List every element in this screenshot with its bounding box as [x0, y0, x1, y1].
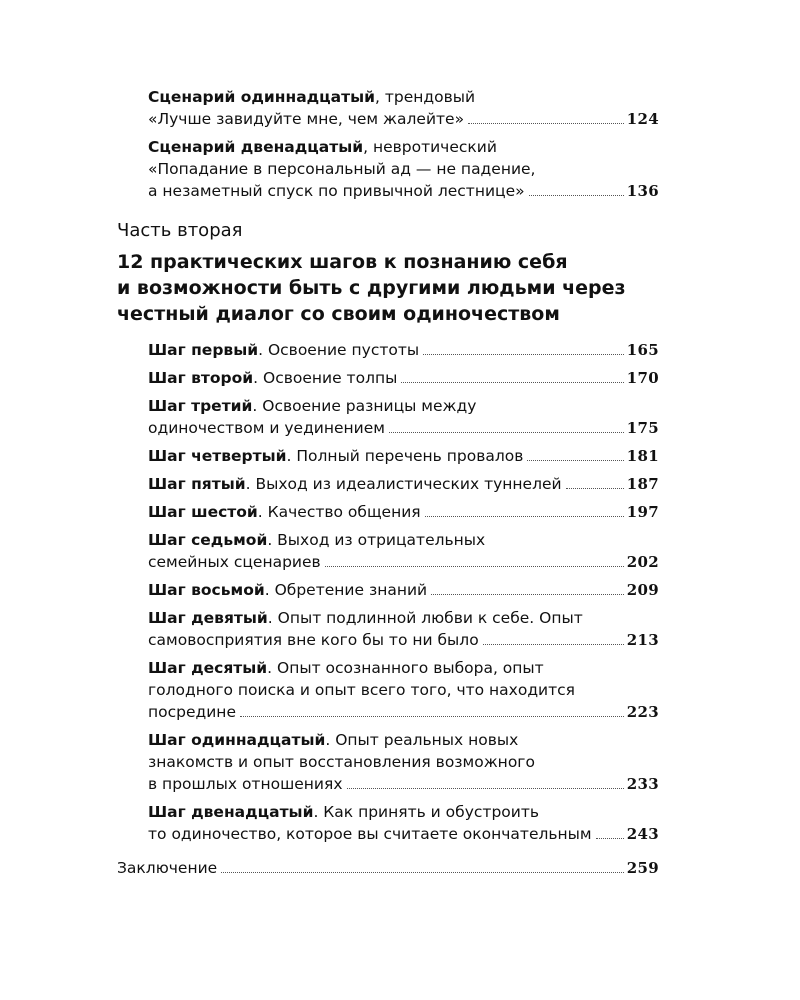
- toc-entry[interactable]: [148, 473, 659, 495]
- entry-title-bold: Шаг одиннадцатый: [148, 731, 326, 749]
- page-number: 187: [626, 475, 659, 493]
- entry-title-bold: Шаг седьмой: [148, 531, 268, 549]
- part-title-line: 12 практических шагов к познанию себя: [117, 251, 568, 273]
- entry-text: «Лучше завидуйте мне, чем жалейте»: [148, 110, 465, 128]
- leader-dots: [325, 566, 624, 567]
- toc-entry[interactable]: [148, 339, 659, 361]
- entry-line: [148, 579, 659, 601]
- leader-dots: [347, 788, 624, 789]
- entry-title-bold: Шаг четвертый: [148, 447, 287, 465]
- leader-dots: [483, 644, 624, 645]
- leader-dots: [468, 123, 624, 124]
- entry-line: [148, 729, 659, 751]
- entry-text: то одиночество, которое вы считаете окончательным: [148, 825, 592, 843]
- page-number: 136: [626, 182, 659, 200]
- entry-line: [148, 607, 659, 629]
- leader-dots: [240, 716, 624, 717]
- toc-entry[interactable]: [148, 729, 659, 795]
- entry-line: [148, 823, 659, 845]
- toc-entry-conclusion[interactable]: [117, 857, 659, 879]
- leader-dots: [431, 594, 624, 595]
- entry-text: . Выход из идеалистических туннелей: [245, 475, 562, 493]
- toc-entry[interactable]: [148, 529, 659, 573]
- entry-title-bold: Шаг десятый: [148, 659, 268, 677]
- toc-entry[interactable]: [148, 136, 659, 202]
- entry-text: , невротический: [363, 138, 497, 156]
- entry-title-bold: Шаг шестой: [148, 503, 258, 521]
- entry-text: . Выход из отрицательных: [267, 531, 486, 549]
- entry-text: семейных сценариев: [148, 553, 321, 571]
- entry-text: одиночеством и уединением: [148, 419, 385, 437]
- entry-line: [148, 86, 659, 108]
- entry-text: в прошлых отношениях: [148, 775, 343, 793]
- entry-line: [148, 629, 659, 651]
- entry-line: голодного поиска и опыт всего того, что находится: [148, 681, 576, 699]
- entry-title-bold: Шаг пятый: [148, 475, 246, 493]
- toc-entry[interactable]: [148, 445, 659, 467]
- entry-text: . Опыт реальных новых: [325, 731, 519, 749]
- entry-text: . Освоение толпы: [253, 369, 398, 387]
- entry-title-bold: Шаг восьмой: [148, 581, 265, 599]
- part-title-line: и возможности быть с другими людьми через: [117, 277, 626, 299]
- entry-line: знакомств и опыт восстановления возможного: [148, 753, 535, 771]
- entry-text: самовосприятия вне кого бы то ни было: [148, 631, 479, 649]
- entry-line: [148, 395, 659, 417]
- entry-line: [148, 701, 659, 723]
- toc-entry[interactable]: [148, 501, 659, 523]
- toc-entry[interactable]: [148, 86, 659, 130]
- toc-entry[interactable]: [148, 579, 659, 601]
- toc-entry[interactable]: [148, 367, 659, 389]
- entry-text: . Опыт подлинной любви к себе. Опыт: [267, 609, 583, 627]
- entry-line: [148, 529, 659, 551]
- page-number: 223: [626, 703, 659, 721]
- part-title: [117, 249, 659, 327]
- entry-line: [148, 501, 659, 523]
- entry-line: [148, 417, 659, 439]
- page-number: 165: [626, 341, 659, 359]
- leader-dots: [527, 460, 623, 461]
- leader-dots: [529, 195, 624, 196]
- entry-title-bold: Шаг третий: [148, 397, 253, 415]
- entry-line: [148, 551, 659, 573]
- page-number: 243: [626, 825, 659, 843]
- entry-line: [148, 136, 659, 158]
- entry-title-bold: Сценарий одиннадцатый: [148, 88, 375, 106]
- page-number: 175: [626, 419, 659, 437]
- page-number: 197: [626, 503, 659, 521]
- entry-text: посредине: [148, 703, 236, 721]
- entry-title-bold: Шаг девятый: [148, 609, 268, 627]
- entry-text: . Обретение знаний: [264, 581, 428, 599]
- entry-line: [148, 801, 659, 823]
- leader-dots: [423, 354, 624, 355]
- entry-line: [148, 445, 659, 467]
- entry-line: [148, 108, 659, 130]
- page-number: 181: [626, 447, 659, 465]
- page-number: 124: [626, 110, 659, 128]
- entry-title-bold: Шаг двенадцатый: [148, 803, 314, 821]
- leader-dots: [596, 838, 624, 839]
- entry-text: а незаметный спуск по привычной лестнице»: [148, 182, 525, 200]
- entry-line: [148, 367, 659, 389]
- entry-text: . Как принять и обустроить: [313, 803, 540, 821]
- entry-title-bold: Шаг первый: [148, 341, 259, 359]
- step-entries: [117, 339, 659, 845]
- page-number: 209: [626, 581, 659, 599]
- entry-line: [148, 657, 659, 679]
- part-heading: Часть вторая: [117, 220, 243, 241]
- entry-line: [148, 773, 659, 795]
- toc-entry[interactable]: [148, 801, 659, 845]
- scenario-entries: [117, 86, 659, 202]
- toc-entry[interactable]: [148, 395, 659, 439]
- page-number: 213: [626, 631, 659, 649]
- toc-entry[interactable]: [148, 657, 659, 723]
- entry-line: [148, 180, 659, 202]
- page-number: 233: [626, 775, 659, 793]
- entry-title-bold: Сценарий двенадцатый: [148, 138, 364, 156]
- entry-line: [148, 473, 659, 495]
- entry-text: . Освоение разницы между: [252, 397, 477, 415]
- entry-line: «Попадание в персональный ад — не падение,: [148, 160, 536, 178]
- entry-title-bold: Шаг второй: [148, 369, 254, 387]
- entry-text: . Качество общения: [257, 503, 421, 521]
- leader-dots: [389, 432, 624, 433]
- leader-dots: [566, 488, 624, 489]
- leader-dots: [401, 382, 623, 383]
- page-number: 259: [626, 859, 659, 877]
- toc-column: [117, 86, 659, 879]
- conclusion-label: Заключение: [117, 859, 218, 877]
- leader-dots: [221, 872, 624, 873]
- entry-text: , трендовый: [375, 88, 476, 106]
- entry-line: [148, 339, 659, 361]
- entry-text: . Опыт осознанного выбора, опыт: [267, 659, 544, 677]
- page-number: 202: [626, 553, 659, 571]
- part-title-line: честный диалог со своим одиночеством: [117, 303, 560, 325]
- toc-entry[interactable]: [148, 607, 659, 651]
- entry-text: . Освоение пустоты: [258, 341, 420, 359]
- page-number: 170: [626, 369, 659, 387]
- entry-text: . Полный перечень провалов: [286, 447, 524, 465]
- leader-dots: [425, 516, 624, 517]
